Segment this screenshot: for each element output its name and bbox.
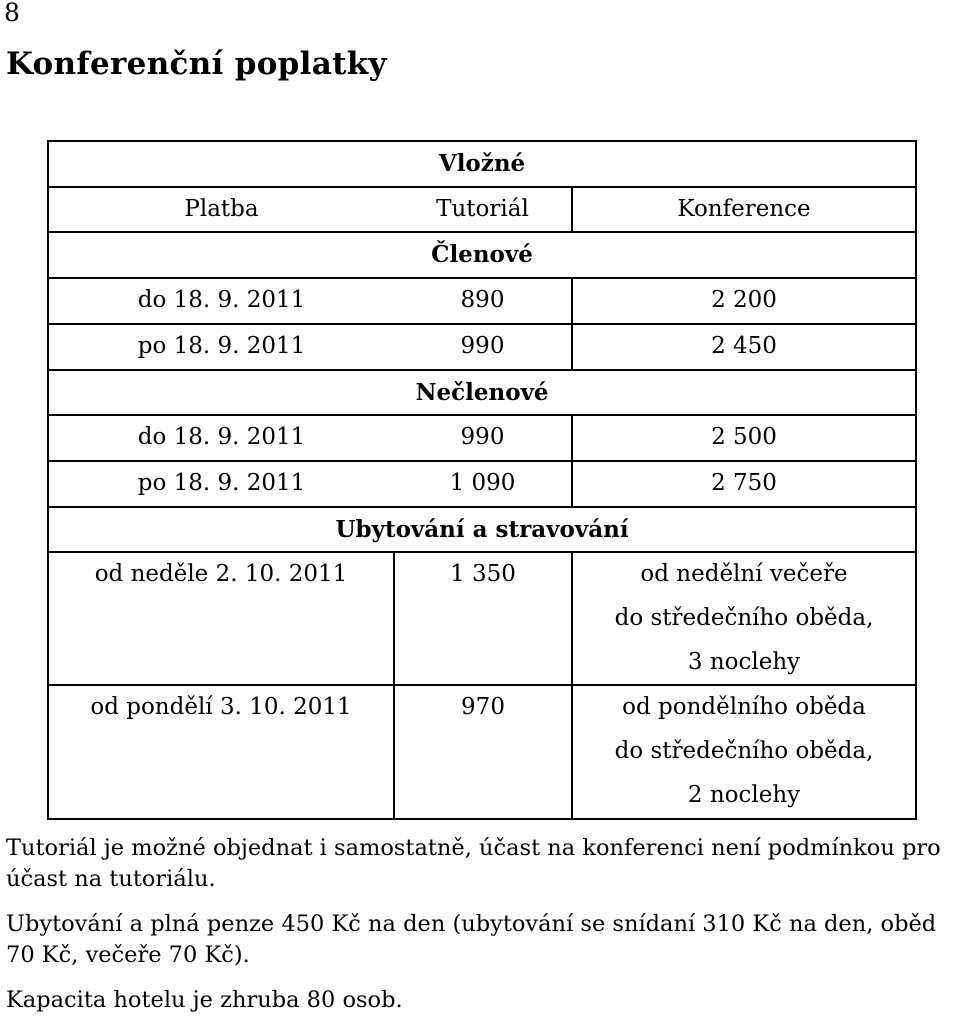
date-cell: do 18. 9. 2011: [48, 278, 394, 324]
section-title: Konferenční poplatky: [6, 46, 387, 82]
accommodation-detail-line: 3 noclehy: [572, 641, 916, 686]
accommodation-detail-line: do středečního oběda,: [572, 597, 916, 641]
table-row: [48, 597, 916, 641]
header-row: [48, 187, 916, 233]
section-row-non-members: [48, 370, 916, 416]
notes: [6, 833, 958, 1016]
section-row-accommodation: [48, 507, 916, 553]
table-row: [48, 278, 916, 324]
date-cell: do 18. 9. 2011: [48, 415, 394, 461]
table-row: [48, 730, 916, 774]
tutorial-price-cell: 1 090: [394, 461, 572, 507]
table-row: [48, 415, 916, 461]
date-cell: po 18. 9. 2011: [48, 324, 394, 370]
note-accommodation: Ubytování a plná penze 450 Kč na den (ubytování se snídaní 310 Kč na den, oběd 70 Kč, večeře 70 Kč).: [6, 911, 937, 968]
page-number: 8: [4, 0, 20, 27]
section-row-members: [48, 232, 916, 278]
fees-table: [47, 140, 917, 820]
table-row: [48, 461, 916, 507]
accommodation-from-cell: od neděle 2. 10. 2011: [48, 552, 394, 597]
header-payment: Platba: [48, 187, 394, 233]
accommodation-detail-line: od nedělní večeře: [572, 552, 916, 597]
table-row: [48, 685, 916, 730]
conference-price-cell: 2 450: [572, 324, 916, 370]
section-heading-members: Členové: [48, 232, 916, 278]
conference-price-cell: 2 500: [572, 415, 916, 461]
accommodation-price-cell: 1 350: [394, 552, 572, 597]
accommodation-detail-line: od pondělního oběda: [572, 685, 916, 730]
date-cell: po 18. 9. 2011: [48, 461, 394, 507]
table-row: [48, 324, 916, 370]
section-heading-non-members: Nečlenové: [48, 370, 916, 416]
tutorial-price-cell: 890: [394, 278, 572, 324]
header-tutorial: Tutoriál: [394, 187, 572, 233]
table-row: [48, 774, 916, 819]
note-capacity: Kapacita hotelu je zhruba 80 osob.: [6, 987, 403, 1013]
accommodation-detail-line: 2 noclehy: [572, 774, 916, 819]
section-row-fees: [48, 141, 916, 187]
conference-price-cell: 2 750: [572, 461, 916, 507]
table-row: [48, 641, 916, 686]
conference-price-cell: 2 200: [572, 278, 916, 324]
tutorial-price-cell: 990: [394, 415, 572, 461]
header-conference: Konference: [572, 187, 916, 233]
accommodation-from-cell: od pondělí 3. 10. 2011: [48, 685, 394, 730]
note-tutorial: Tutoriál je možné objednat i samostatně, účast na konferenci není podmínkou pro účast na tutoriálu.: [6, 835, 941, 892]
accommodation-detail-line: do středečního oběda,: [572, 730, 916, 774]
tutorial-price-cell: 990: [394, 324, 572, 370]
table-row: [48, 552, 916, 597]
section-heading-fees: Vložné: [48, 141, 916, 187]
section-heading-accommodation: Ubytování a stravování: [48, 507, 916, 553]
accommodation-price-cell: 970: [394, 685, 572, 730]
